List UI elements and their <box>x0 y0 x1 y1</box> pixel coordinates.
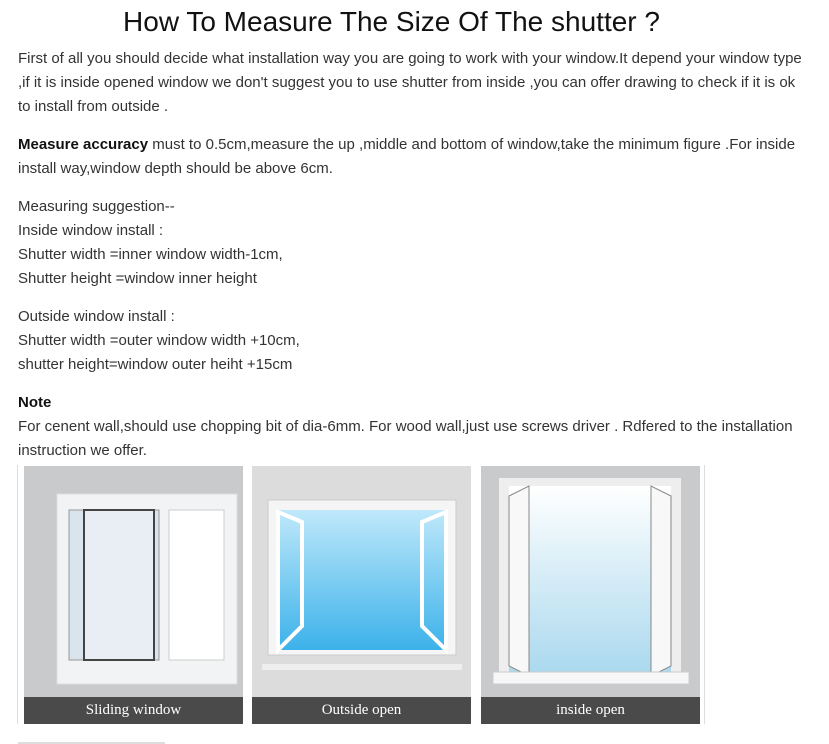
intro-paragraph: First of all you should decide what installation way you are going to work with your window.It depend your window type ,if it is inside opened window we don't suggest you to use shutter from inside ,you can offer drawing to check if it is ok to install from outside . <box>18 50 802 115</box>
inside-install-block <box>18 195 808 291</box>
caption-outside-open: Outside open <box>252 697 471 724</box>
inside-open-illustration <box>481 466 700 697</box>
page-title: How To Measure The Size Of The shutter ? <box>123 6 660 37</box>
outside-install-block <box>18 305 808 377</box>
note-text: For cenent wall,should use chopping bit of dia-6mm. For wood wall,just use screws driver . Rdfered to the installation instruction we offer. <box>18 418 793 459</box>
inside-width: Shutter width =inner window width-1cm, <box>18 246 283 263</box>
accuracy-text: must to 0.5cm,measure the up ,middle and bottom of window,take the minimum figure .For inside install way,window depth should be above 6cm. <box>18 136 796 177</box>
measuring-suggestion: Measuring suggestion-- <box>18 198 175 215</box>
sliding-window-image <box>24 466 243 724</box>
outside-open-illustration <box>252 466 471 697</box>
outside-width: Shutter width =outer window width +10cm, <box>18 332 300 349</box>
note-block <box>18 391 808 463</box>
outside-open-image <box>252 466 471 724</box>
sliding-window-illustration <box>24 466 243 697</box>
window-type-gallery <box>17 465 705 724</box>
caption-sliding-window: Sliding window <box>24 697 243 724</box>
accuracy-paragraph <box>18 133 808 181</box>
accuracy-label: Measure accuracy <box>18 136 149 153</box>
inside-height: Shutter height =window inner height <box>18 270 257 287</box>
outside-heading: Outside window install : <box>18 308 175 325</box>
outside-height: shutter height=window outer heiht +15cm <box>18 356 293 373</box>
inside-heading: Inside window install : <box>18 222 164 239</box>
note-heading: Note <box>18 394 52 411</box>
inside-open-image <box>481 466 700 724</box>
caption-inside-open: inside open <box>481 697 700 724</box>
